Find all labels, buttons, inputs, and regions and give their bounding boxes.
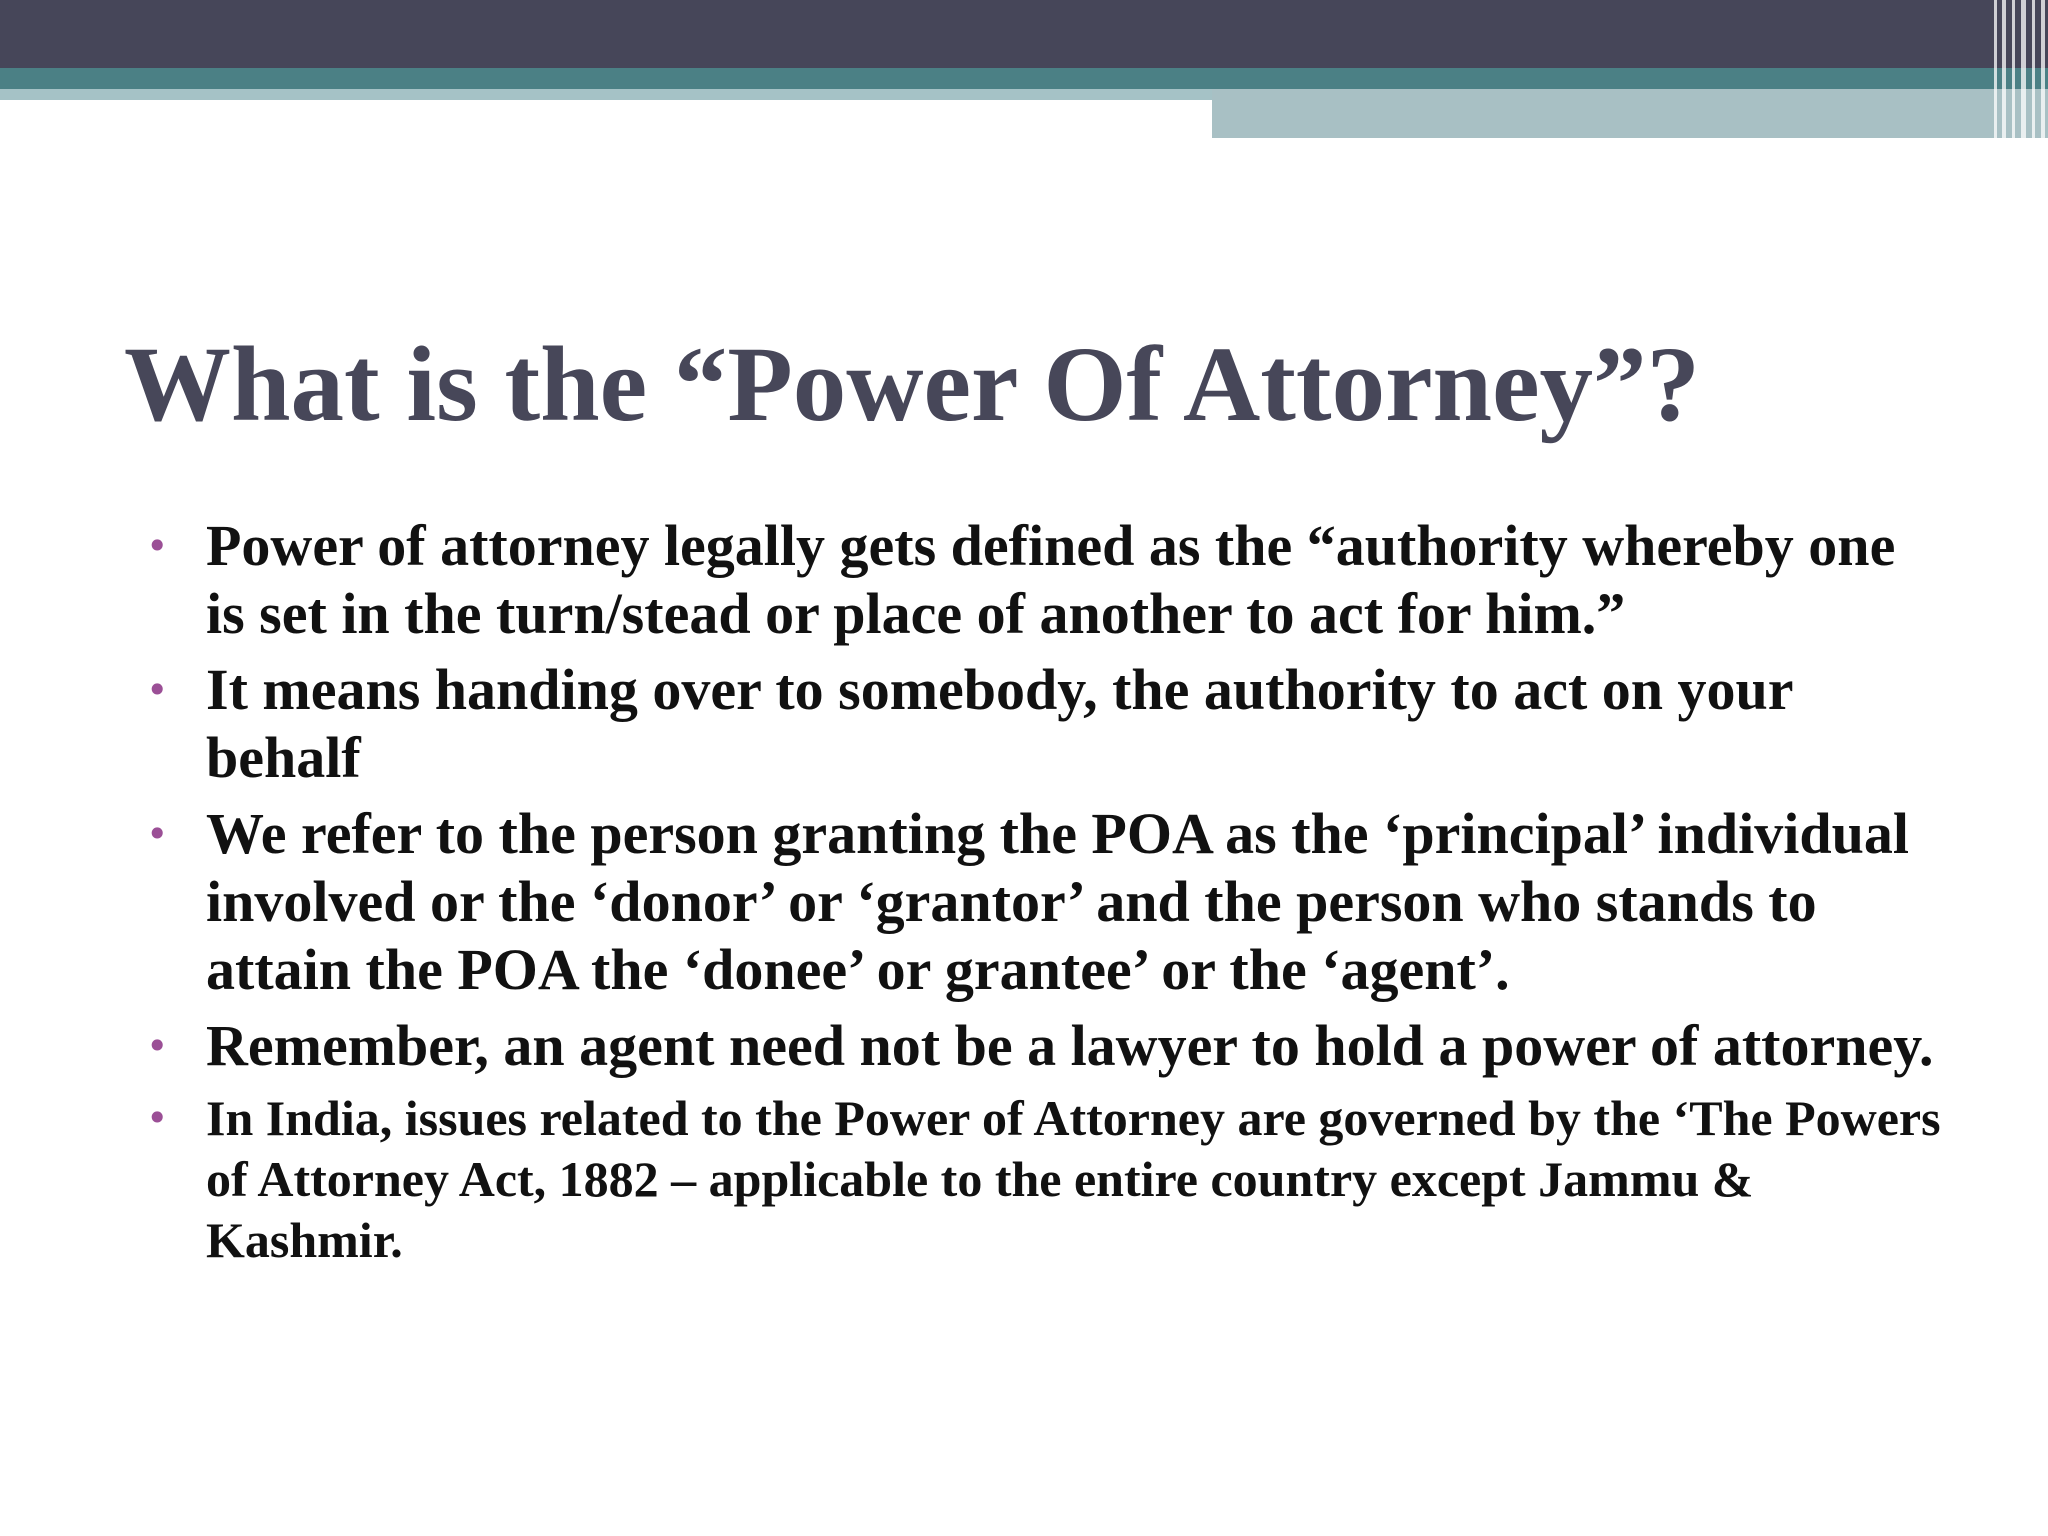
- bullet-item: [146, 656, 1946, 792]
- corner-stripe: [2002, 0, 2006, 138]
- bullet-text: Power of attorney legally gets defined as the “authority whereby one is set in the turn/stead or place of another to act for him.”: [206, 513, 1896, 646]
- slide-title: What is the “Power Of Attorney”?: [124, 326, 1701, 444]
- header-bar-light-right: [1212, 89, 2048, 138]
- bullet-dot-icon: •: [146, 812, 169, 856]
- bullet-text: We refer to the person granting the POA as the ‘principal’ individual involved or the ‘donor’ or ‘grantor’ and the person who stands to attain the POA the ‘donee’ or grantee’ or the ‘agent’.: [206, 801, 1909, 1002]
- bullet-dot-icon: •: [146, 1024, 169, 1068]
- header-bar-teal: [0, 68, 2048, 89]
- bullet-item: [146, 512, 1946, 648]
- bullet-item: [146, 1088, 1946, 1271]
- bullet-item: [146, 1012, 1946, 1080]
- bullet-text: It means handing over to somebody, the authority to act on your behalf: [206, 657, 1793, 790]
- corner-stripe: [2012, 0, 2015, 138]
- bullet-text: In India, issues related to the Power of Attorney are governed by the ‘The Powers of Attorney Act, 1882 – applicable to the entire country except Jammu & Kashmir.: [206, 1090, 1941, 1268]
- bullet-text: Remember, an agent need not be a lawyer to hold a power of attorney.: [206, 1013, 1934, 1078]
- corner-stripe: [2032, 0, 2035, 138]
- bullet-dot-icon: •: [146, 668, 169, 712]
- header-bar-light-left: [0, 89, 1212, 100]
- bullet-dot-icon: •: [146, 524, 169, 568]
- corner-stripes: [1988, 0, 2048, 138]
- bullet-list: [146, 512, 1946, 1279]
- corner-stripe: [1994, 0, 1997, 138]
- header-bar-dark: [0, 0, 2048, 68]
- corner-stripe: [2041, 0, 2045, 138]
- bullet-dot-icon: •: [146, 1096, 169, 1140]
- bullet-item: [146, 800, 1946, 1004]
- corner-stripe: [2021, 0, 2026, 138]
